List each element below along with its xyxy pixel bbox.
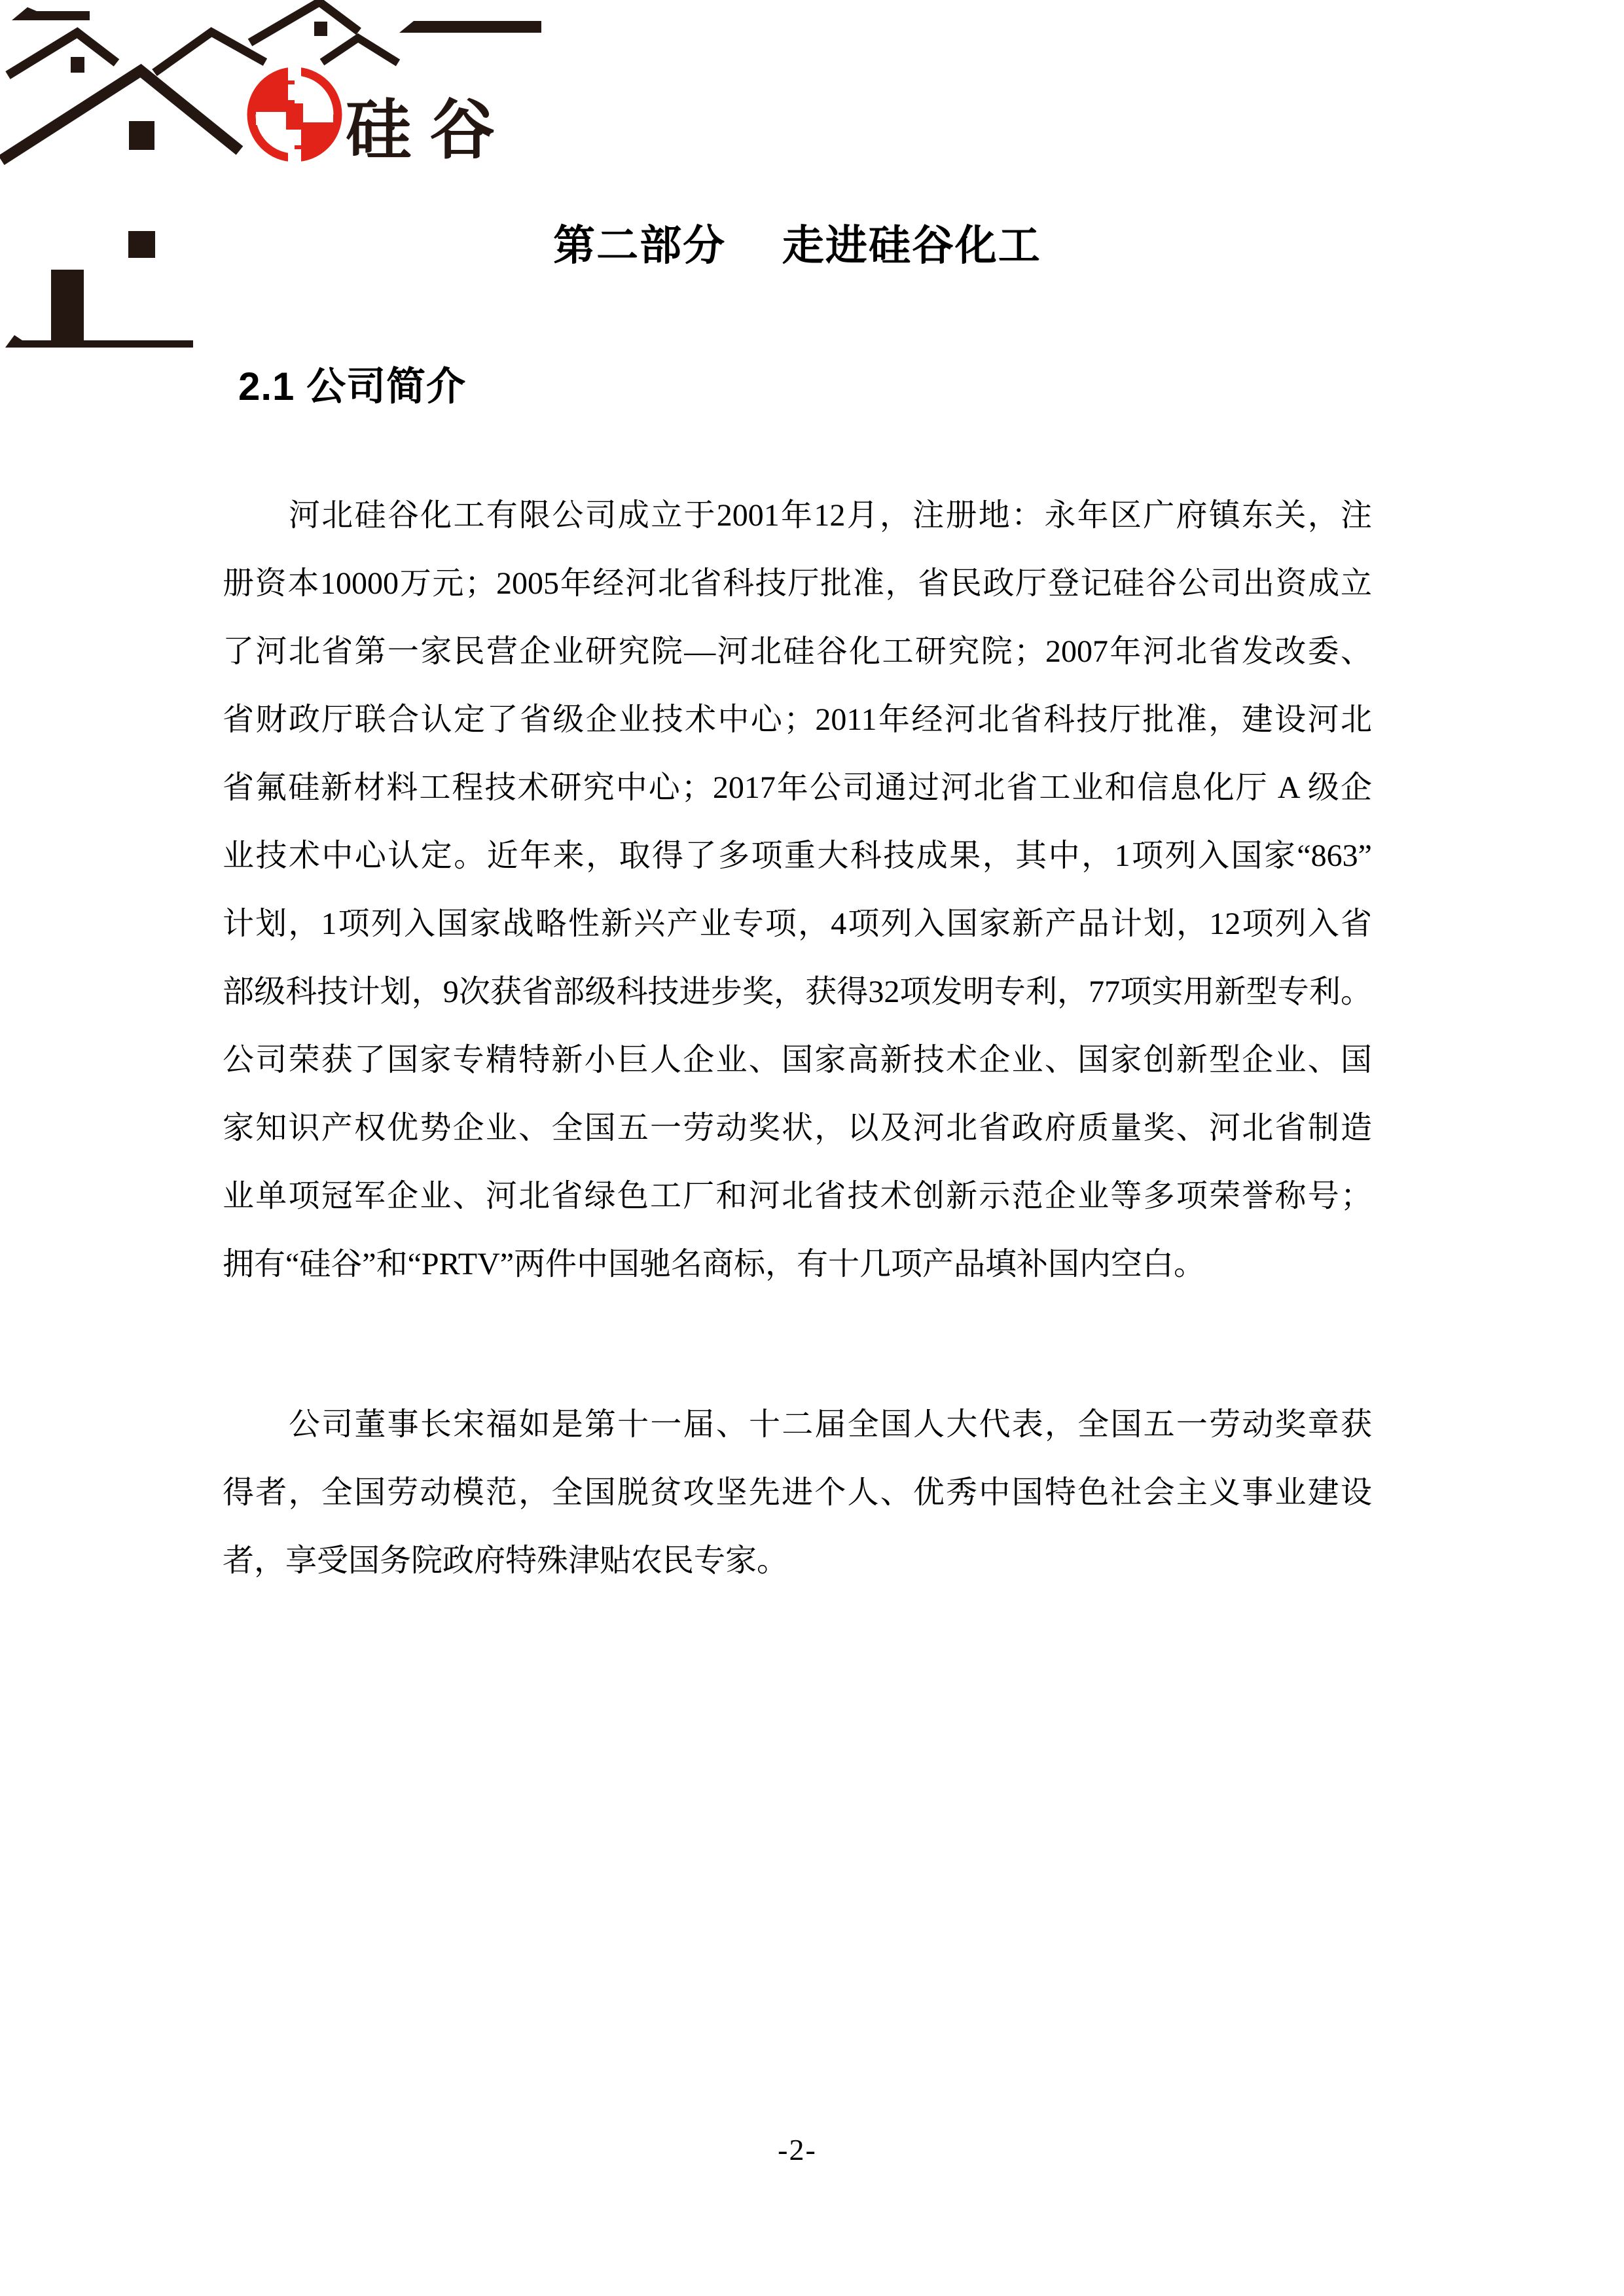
body-line: 部级科技计划，9次获省部级科技进步奖，获得32项发明专利，77项实用新型专利。 [223,975,1372,1009]
body-line: 业技术中心认定。近年来，取得了多项重大科技成果，其中，1项列入国家“863” [223,838,1372,873]
body-line: 家知识产权优势企业、全国五一劳动奖状，以及河北省政府质量奖、河北省制造 [223,1111,1372,1145]
body-line: 业单项冠军企业、河北省绿色工厂和河北省技术创新示范企业等多项荣誉称号； [223,1179,1372,1213]
company-logo [0,0,550,357]
body-line: 公司董事长宋福如是第十一届、十二届全国人大代表，全国五一劳动奖章获 [289,1407,1372,1442]
logo-brand-text: 硅谷 [346,94,513,167]
page-title: 第二部分 走进硅谷化工 [553,222,1041,269]
body-line: 省财政厅联合认定了省级企业技术中心；2011年经河北省科技厅批准，建设河北 [223,702,1372,737]
body-line: 得者，全国劳动模范，全国脱贫攻坚先进个人、优秀中国特色社会主义事业建设 [223,1475,1372,1510]
chairman-paragraph [223,1391,1372,1595]
body-line: 了河北省第一家民营企业研究院—河北硅谷化工研究院；2007年河北省发改委、 [223,634,1372,669]
s-emblem-icon [247,63,342,165]
body-line: 册资本10000万元；2005年经河北省科技厅批准，省民政厅登记硅谷公司出资成立 [223,566,1372,601]
body-line: 河北硅谷化工有限公司成立于2001年12月，注册地：永年区广府镇东关，注 [289,498,1372,533]
company-intro-paragraph [223,482,1372,1299]
house-base-icon [5,231,193,348]
body-line: 公司荣获了国家专精特新小巨人企业、国家高新技术企业、国家创新型企业、国 [223,1043,1372,1077]
body-line: 者，享受国务院政府特殊津贴农民专家。 [223,1543,789,1578]
body-line: 省氟硅新材料工程技术研究中心；2017年公司通过河北省工业和信息化厅 A 级企 [223,770,1372,805]
page-number: -2- [778,2133,817,2166]
body-line: 拥有“硅谷”和“PRTV”两件中国驰名商标，有十几项产品填补国内空白。 [223,1247,1206,1282]
section-heading: 2.1 公司简介 [238,365,467,408]
body-line: 计划，1项列入国家战略性新兴产业专项，4项列入国家新产品计划，12项列入省 [223,906,1372,941]
